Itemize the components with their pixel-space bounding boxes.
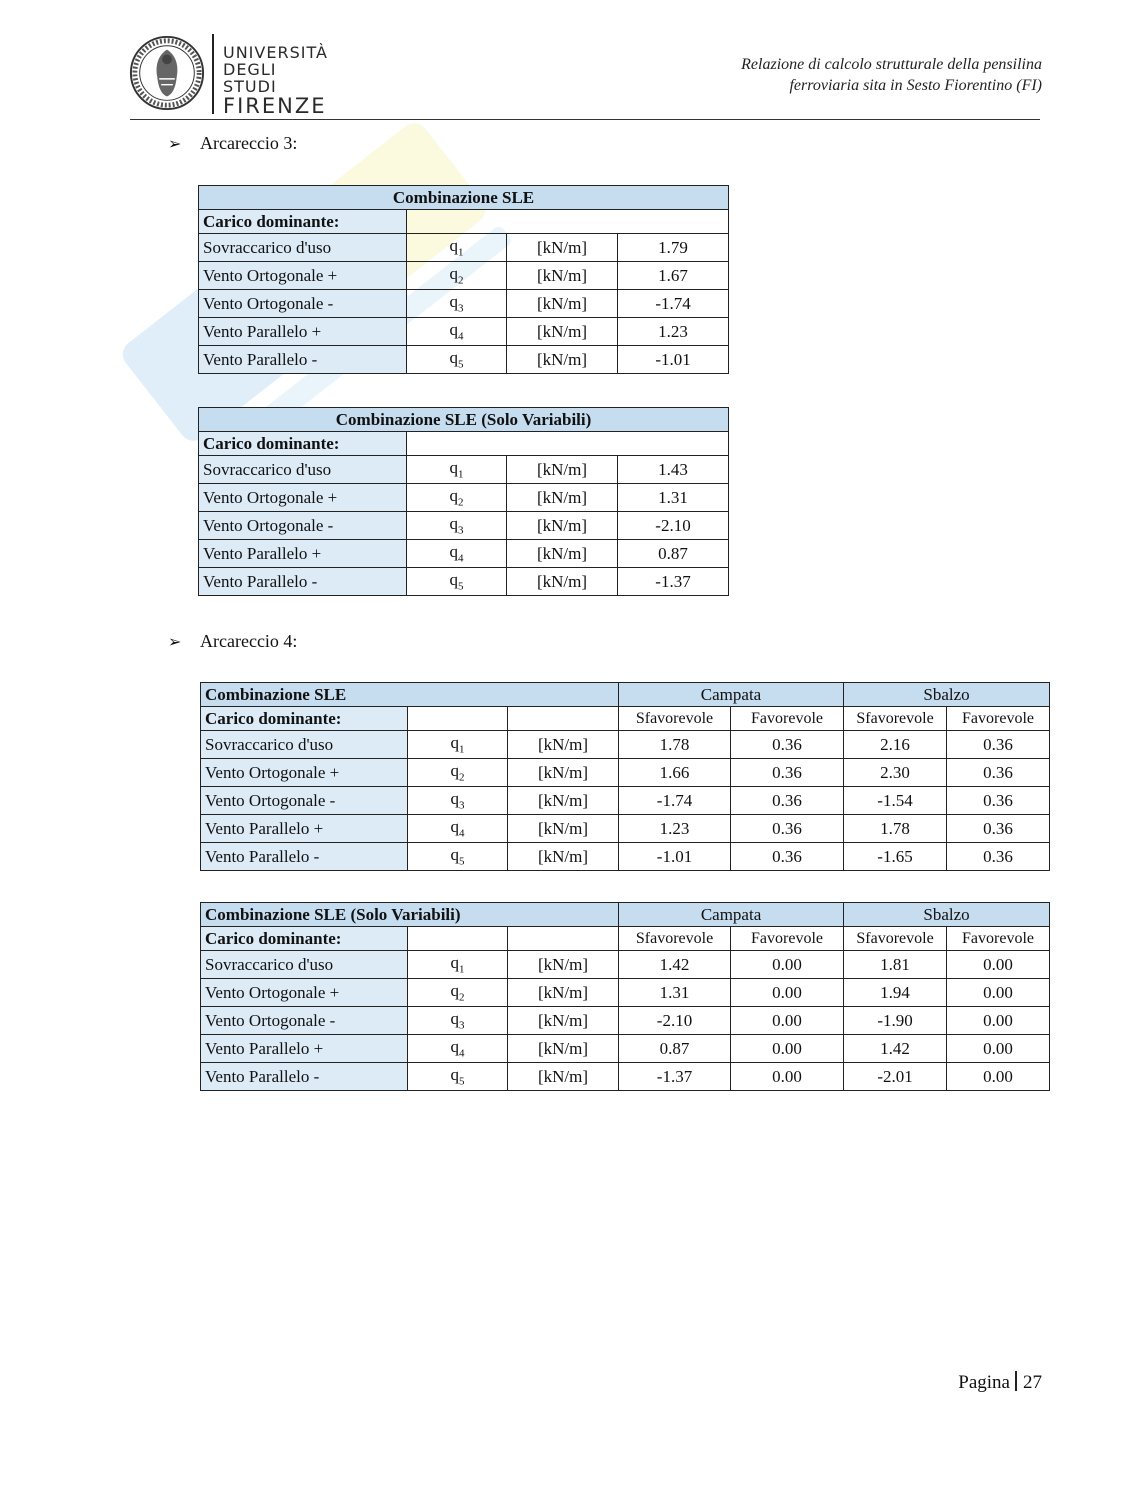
table-arcareccio4-sle [200, 682, 1050, 871]
table-row [199, 234, 729, 262]
value-cell: 0.00 [731, 979, 844, 1007]
load-name: Vento Ortogonale + [201, 979, 408, 1007]
value-cell: 0.00 [947, 1063, 1050, 1091]
value-cell: 2.30 [844, 759, 947, 787]
load-value: -2.10 [618, 512, 729, 540]
group-header-campata: Campata [619, 683, 844, 707]
table-row [201, 1063, 1050, 1091]
empty-cell [508, 927, 619, 951]
subheader-sfavorevole: Sfavorevole [619, 707, 731, 731]
subheader-favorevole: Favorevole [731, 707, 844, 731]
load-name: Sovraccarico d'uso [201, 731, 408, 759]
value-cell: 2.16 [844, 731, 947, 759]
load-unit: [kN/m] [508, 815, 619, 843]
value-cell: 1.31 [619, 979, 731, 1007]
page-label: Pagina [958, 1372, 1010, 1393]
value-cell: -2.01 [844, 1063, 947, 1091]
group-header-campata: Campata [619, 903, 844, 927]
value-cell: 0.36 [731, 815, 844, 843]
load-unit: [kN/m] [507, 234, 618, 262]
load-value: -1.74 [618, 290, 729, 318]
value-cell: 1.23 [619, 815, 731, 843]
dominant-load-label: Carico dominante: [199, 210, 407, 234]
empty-cell [408, 707, 508, 731]
load-value: 1.31 [618, 484, 729, 512]
load-symbol: $q_3$ [408, 1007, 508, 1035]
load-name: Vento Parallelo - [201, 1063, 408, 1091]
table-title: Combinazione SLE [201, 683, 619, 707]
load-symbol: $q_2$ [408, 759, 508, 787]
logo-wordmark [223, 44, 328, 118]
value-cell: 0.36 [731, 843, 844, 871]
load-unit: [kN/m] [507, 512, 618, 540]
load-symbol: $q_3$ [407, 290, 507, 318]
table-row [199, 512, 729, 540]
value-cell: -1.90 [844, 1007, 947, 1035]
table-arcareccio3-sle-variabili [198, 407, 729, 596]
value-cell: 0.36 [947, 787, 1050, 815]
table-arcareccio3-sle [198, 185, 729, 374]
value-cell: 0.00 [947, 1007, 1050, 1035]
load-name: Vento Ortogonale - [201, 787, 408, 815]
table-row [199, 318, 729, 346]
load-symbol: $q_1$ [408, 731, 508, 759]
value-cell: 0.00 [731, 1007, 844, 1035]
load-value: 1.43 [618, 456, 729, 484]
title-line-2: ferroviaria sita in Sesto Fiorentino (FI) [789, 77, 1042, 94]
value-cell: 1.66 [619, 759, 731, 787]
value-cell: 0.36 [947, 731, 1050, 759]
value-cell: -1.37 [619, 1063, 731, 1091]
load-name: Vento Ortogonale + [199, 484, 407, 512]
dominant-load-value [407, 210, 729, 234]
load-name: Vento Parallelo + [201, 1035, 408, 1063]
value-cell: 1.94 [844, 979, 947, 1007]
table-arcareccio4-sle-variabili [200, 902, 1050, 1091]
load-value: -1.37 [618, 568, 729, 596]
table-title: Combinazione SLE [199, 186, 729, 210]
load-unit: [kN/m] [508, 1035, 619, 1063]
value-cell: 0.00 [731, 951, 844, 979]
load-symbol: $q_3$ [408, 787, 508, 815]
load-symbol: $q_5$ [408, 843, 508, 871]
value-cell: 0.36 [947, 759, 1050, 787]
load-unit: [kN/m] [508, 951, 619, 979]
value-cell: 0.36 [731, 787, 844, 815]
table-row [201, 731, 1050, 759]
load-unit: [kN/m] [508, 1007, 619, 1035]
load-unit: [kN/m] [508, 731, 619, 759]
load-name: Vento Parallelo - [201, 843, 408, 871]
table-row [201, 1035, 1050, 1063]
empty-cell [408, 927, 508, 951]
load-name: Sovraccarico d'uso [199, 234, 407, 262]
header-divider [130, 119, 1040, 120]
value-cell: 1.42 [619, 951, 731, 979]
table-row [199, 568, 729, 596]
load-unit: [kN/m] [507, 346, 618, 374]
section-label: Arcareccio 4: [200, 631, 298, 651]
load-symbol: $q_1$ [408, 951, 508, 979]
load-symbol: $q_2$ [408, 979, 508, 1007]
table-row [199, 262, 729, 290]
value-cell: 1.42 [844, 1035, 947, 1063]
load-name: Vento Parallelo - [199, 346, 407, 374]
load-name: Vento Ortogonale - [199, 290, 407, 318]
table-row [199, 290, 729, 318]
load-name: Vento Parallelo - [199, 568, 407, 596]
load-value: 1.79 [618, 234, 729, 262]
load-symbol: $q_5$ [407, 568, 507, 596]
table-row [199, 456, 729, 484]
page-footer [958, 1371, 1042, 1394]
logo-divider [212, 34, 214, 114]
load-unit: [kN/m] [507, 540, 618, 568]
load-value: 0.87 [618, 540, 729, 568]
value-cell: 0.36 [947, 843, 1050, 871]
value-cell: -1.54 [844, 787, 947, 815]
value-cell: 0.00 [947, 951, 1050, 979]
value-cell: 1.78 [844, 815, 947, 843]
dominant-load-label: Carico dominante: [201, 927, 408, 951]
university-logo [128, 30, 328, 116]
value-cell: 0.00 [947, 979, 1050, 1007]
load-name: Vento Parallelo + [201, 815, 408, 843]
load-symbol: $q_1$ [407, 456, 507, 484]
load-name: Vento Ortogonale + [201, 759, 408, 787]
table-row [201, 787, 1050, 815]
load-unit: [kN/m] [508, 1063, 619, 1091]
section-label: Arcareccio 3: [200, 133, 298, 153]
load-unit: [kN/m] [508, 759, 619, 787]
subheader-sfavorevole: Sfavorevole [844, 707, 947, 731]
subheader-sfavorevole: Sfavorevole [619, 927, 731, 951]
value-cell: 0.36 [731, 731, 844, 759]
load-unit: [kN/m] [507, 318, 618, 346]
table-row [201, 815, 1050, 843]
footer-divider [1015, 1371, 1017, 1391]
table-row [199, 346, 729, 374]
load-symbol: $q_4$ [408, 1035, 508, 1063]
load-unit: [kN/m] [508, 787, 619, 815]
group-header-sbalzo: Sbalzo [844, 903, 1050, 927]
load-name: Vento Parallelo + [199, 318, 407, 346]
group-header-sbalzo: Sbalzo [844, 683, 1050, 707]
load-symbol: $q_1$ [407, 234, 507, 262]
load-symbol: $q_5$ [407, 346, 507, 374]
value-cell: 0.87 [619, 1035, 731, 1063]
value-cell: 0.00 [731, 1035, 844, 1063]
load-unit: [kN/m] [507, 568, 618, 596]
value-cell: -1.74 [619, 787, 731, 815]
dominant-load-label: Carico dominante: [201, 707, 408, 731]
load-symbol: $q_2$ [407, 484, 507, 512]
load-unit: [kN/m] [508, 843, 619, 871]
table-row [201, 951, 1050, 979]
value-cell: 0.36 [947, 815, 1050, 843]
value-cell: 0.00 [947, 1035, 1050, 1063]
table-row [199, 540, 729, 568]
table-row [201, 1007, 1050, 1035]
university-seal-icon [128, 34, 206, 112]
arrow-bullet-icon: ➢ [168, 634, 182, 651]
value-cell: -1.65 [844, 843, 947, 871]
load-unit: [kN/m] [508, 979, 619, 1007]
load-unit: [kN/m] [507, 456, 618, 484]
value-cell: -1.01 [619, 843, 731, 871]
table-title: Combinazione SLE (Solo Variabili) [201, 903, 619, 927]
load-symbol: $q_4$ [407, 540, 507, 568]
logo-line-1: UNIVERSITÀ [223, 43, 328, 62]
load-unit: [kN/m] [507, 290, 618, 318]
section-arcareccio-3 [168, 133, 297, 154]
empty-cell [508, 707, 619, 731]
dominant-load-value [407, 432, 729, 456]
load-name: Vento Ortogonale - [201, 1007, 408, 1035]
subheader-favorevole: Favorevole [947, 707, 1050, 731]
load-unit: [kN/m] [507, 484, 618, 512]
section-arcareccio-4 [168, 631, 297, 652]
load-symbol: $q_4$ [408, 815, 508, 843]
table-row [201, 759, 1050, 787]
subheader-favorevole: Favorevole [731, 927, 844, 951]
load-symbol: $q_3$ [407, 512, 507, 540]
load-symbol: $q_2$ [407, 262, 507, 290]
value-cell: 0.36 [731, 759, 844, 787]
load-name: Sovraccarico d'uso [199, 456, 407, 484]
arrow-bullet-icon: ➢ [168, 136, 182, 153]
load-name: Vento Ortogonale + [199, 262, 407, 290]
page-number: 27 [1023, 1372, 1042, 1393]
logo-line-3: FIRENZE [223, 94, 327, 118]
table-title: Combinazione SLE (Solo Variabili) [199, 408, 729, 432]
document-title [741, 54, 1042, 96]
load-symbol: $q_5$ [408, 1063, 508, 1091]
load-name: Vento Ortogonale - [199, 512, 407, 540]
load-name: Sovraccarico d'uso [201, 951, 408, 979]
logo-line-2: DEGLI STUDI [223, 60, 277, 96]
table-row [201, 979, 1050, 1007]
load-value: -1.01 [618, 346, 729, 374]
title-line-1: Relazione di calcolo strutturale della pensilina [741, 56, 1042, 73]
load-symbol: $q_4$ [407, 318, 507, 346]
subheader-favorevole: Favorevole [947, 927, 1050, 951]
value-cell: 1.78 [619, 731, 731, 759]
value-cell: 0.00 [731, 1063, 844, 1091]
dominant-load-label: Carico dominante: [199, 432, 407, 456]
table-row [199, 484, 729, 512]
value-cell: 1.81 [844, 951, 947, 979]
subheader-sfavorevole: Sfavorevole [844, 927, 947, 951]
load-unit: [kN/m] [507, 262, 618, 290]
load-name: Vento Parallelo + [199, 540, 407, 568]
load-value: 1.67 [618, 262, 729, 290]
load-value: 1.23 [618, 318, 729, 346]
value-cell: -2.10 [619, 1007, 731, 1035]
table-row [201, 843, 1050, 871]
